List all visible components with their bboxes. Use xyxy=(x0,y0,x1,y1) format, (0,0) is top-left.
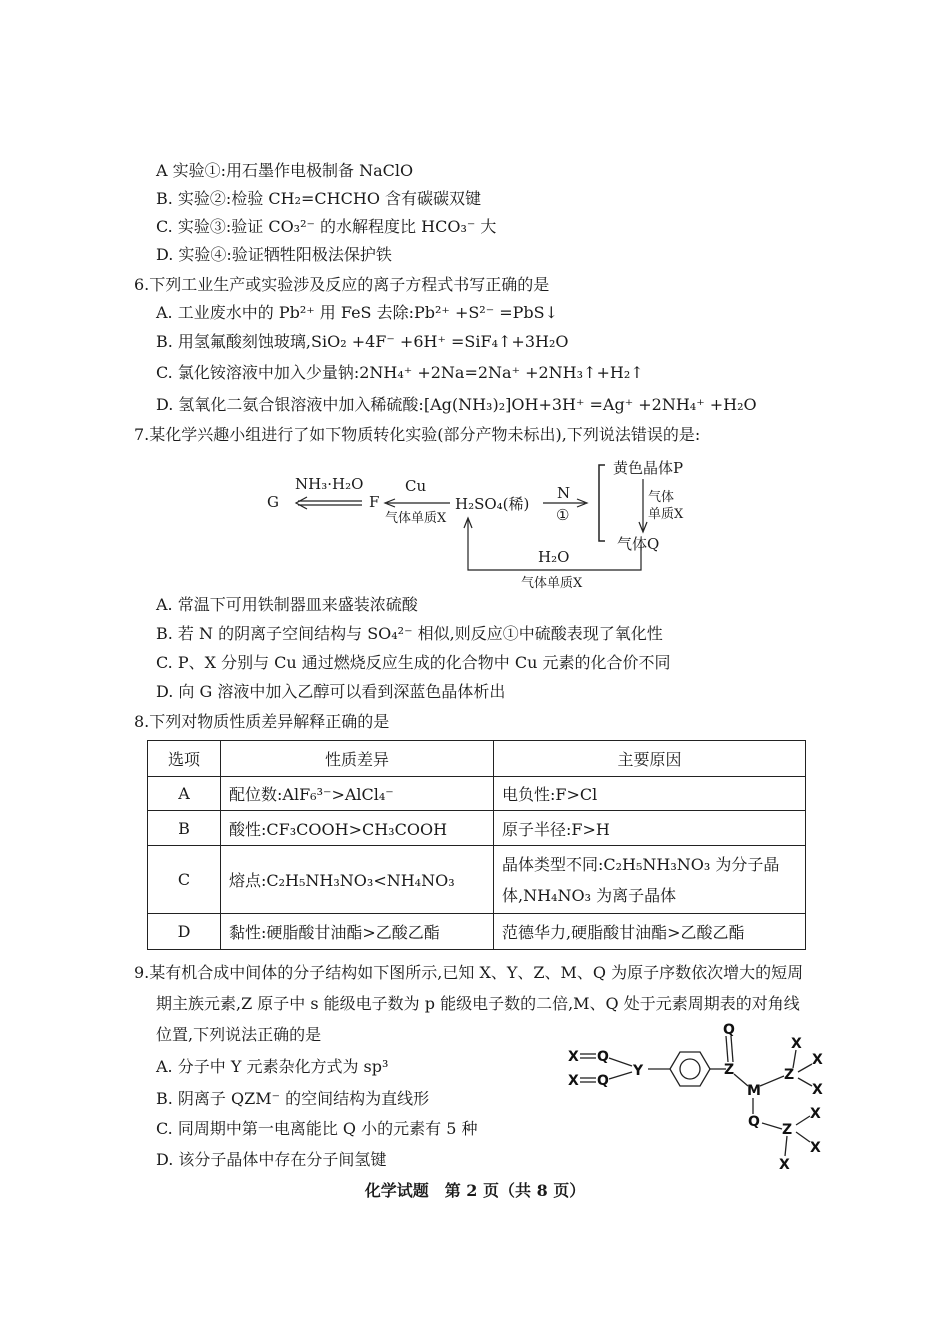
diagram-nh3h2o: NH₃·H₂O xyxy=(295,475,364,493)
atom-x: X xyxy=(568,1049,579,1065)
atom-x: X xyxy=(779,1157,790,1172)
q6-option-a: A. 工业废水中的 Pb²⁺ 用 FeS 去除:Pb²⁺ +S²⁻ =PbS↓ xyxy=(156,303,559,322)
q9-stem-line-2: 期主族元素,Z 原子中 s 能级电子数为 p 能级电子数的二倍,M、Q 处于元素周期表的对角线 xyxy=(156,994,800,1013)
atom-z: Z xyxy=(724,1062,735,1078)
q9-option-a: A. 分子中 Y 元素杂化方式为 sp³ xyxy=(156,1057,389,1076)
q5-option-b: B. 实验②:检验 CH₂=CHCHO 含有碳碳双键 xyxy=(156,189,482,208)
q6-stem: 6.下列工业生产或实验涉及反应的离子方程式书写正确的是 xyxy=(134,275,550,294)
q8-stem: 8.下列对物质性质差异解释正确的是 xyxy=(134,712,390,731)
diagram-unit-x: 单质X xyxy=(648,507,684,522)
atom-y: Y xyxy=(633,1063,644,1079)
table-cell-reason: 范德华力,硬脂酸甘油酯>乙酸乙酯 xyxy=(494,914,806,950)
atom-q: Q xyxy=(597,1049,609,1065)
page-footer: 化学试题 第 2 页（共 8 页） xyxy=(364,1181,586,1200)
q7-option-c: C. P、X 分别与 Cu 通过燃烧反应生成的化合物中 Cu 元素的化合价不同 xyxy=(156,653,671,672)
atom-x: X xyxy=(810,1140,821,1156)
atom-x: X xyxy=(791,1036,802,1052)
q7-option-d: D. 向 G 溶液中加入乙醇可以看到深蓝色晶体析出 xyxy=(156,682,506,701)
q7-transform-diagram xyxy=(255,455,705,590)
q6-option-d: D. 氢氧化二氨合银溶液中加入稀硫酸:[Ag(NH₃)₂]OH+3H⁺ =Ag⁺ +2NH₄⁺ +H₂O xyxy=(156,395,757,414)
table-header-row xyxy=(148,741,806,777)
q6-option-b: B. 用氢氟酸刻蚀玻璃,SiO₂ +4F⁻ +6H⁺ =SiF₄↑+3H₂O xyxy=(156,332,569,351)
diagram-q: 气体Q xyxy=(617,535,660,553)
atom-z: Z xyxy=(782,1122,793,1138)
diagram-circle-1: ① xyxy=(556,506,570,524)
atom-x: X xyxy=(568,1073,579,1089)
q9-stem-line-3: 位置,下列说法正确的是 xyxy=(156,1025,322,1044)
table-row xyxy=(148,811,806,846)
table-cell-diff: 配位数:AlF₆³⁻>AlCl₄⁻ xyxy=(221,777,494,811)
diagram-g: G xyxy=(267,493,279,511)
table-cell-option: C xyxy=(148,846,221,914)
q8-table xyxy=(147,740,806,950)
diagram-n: N xyxy=(557,484,571,502)
atom-q: Q xyxy=(748,1114,760,1130)
table-cell-diff: 黏性:硬脂酸甘油酯>乙酸乙酯 xyxy=(221,914,494,950)
q5-option-c: C. 实验③:验证 CO₃²⁻ 的水解程度比 HCO₃⁻ 大 xyxy=(156,217,497,236)
table-row xyxy=(148,846,806,914)
table-cell-reason: 原子半径:F>H xyxy=(494,811,806,846)
table-cell-option: D xyxy=(148,914,221,950)
q6-option-c: C. 氯化铵溶液中加入少量钠:2NH₄⁺ +2Na=2Na⁺ +2NH₃↑+H₂↑ xyxy=(156,363,644,382)
q7-stem: 7.某化学兴趣小组进行了如下物质转化实验(部分产物未标出),下列说法错误的是: xyxy=(134,425,701,444)
table-row xyxy=(148,914,806,950)
atom-q: Q xyxy=(723,1022,735,1038)
diagram-p: 黄色晶体P xyxy=(613,459,684,477)
diagram-f: F xyxy=(369,493,380,511)
diagram-gas-x: 气体单质X xyxy=(385,511,447,526)
q9-option-d: D. 该分子晶体中存在分子间氢键 xyxy=(156,1150,387,1169)
q7-option-a: A. 常温下可用铁制器皿来盛装浓硫酸 xyxy=(156,595,418,614)
table-cell-reason: 电负性:F>Cl xyxy=(494,777,806,811)
atom-m: M xyxy=(747,1083,761,1099)
table-cell-diff: 酸性:CF₃COOH>CH₃COOH xyxy=(221,811,494,846)
diagram-gas-top: 气体 xyxy=(648,490,675,505)
q5-option-d: D. 实验④:验证牺牲阳极法保护铁 xyxy=(156,245,392,264)
diagram-cu: Cu xyxy=(405,477,427,495)
table-cell-option: B xyxy=(148,811,221,846)
table-cell-option: A xyxy=(148,777,221,811)
q9-option-c: C. 同周期中第一电离能比 Q 小的元素有 5 种 xyxy=(156,1119,478,1138)
q9-option-b: B. 阴离子 QZM⁻ 的空间结构为直线形 xyxy=(156,1089,430,1108)
table-header-reason: 主要原因 xyxy=(494,741,806,777)
atom-z: Z xyxy=(784,1067,795,1083)
q9-stem-line-1: 9.某有机合成中间体的分子结构如下图所示,已知 X、Y、Z、M、Q 为原子序数依次增大的短周 xyxy=(134,963,804,982)
diagram-h2o: H₂O xyxy=(538,548,570,566)
table-cell-diff: 熔点:C₂H₅NH₃NO₃<NH₄NO₃ xyxy=(221,846,494,914)
table-row xyxy=(148,777,806,811)
table-cell-reason: 晶体类型不同:C₂H₅NH₃NO₃ 为分子晶体,NH₄NO₃ 为离子晶体 xyxy=(494,846,806,914)
atom-x: X xyxy=(810,1106,821,1122)
atom-x: X xyxy=(812,1052,823,1068)
diagram-h2so4: H₂SO₄(稀) xyxy=(455,495,530,513)
atom-x: X xyxy=(812,1082,823,1098)
q7-option-b: B. 若 N 的阴离子空间结构与 SO₄²⁻ 相似,则反应①中硫酸表现了氧化性 xyxy=(156,624,663,643)
atom-q: Q xyxy=(597,1073,609,1089)
diagram-gas-x-bottom: 气体单质X xyxy=(521,576,583,591)
q5-option-a: A 实验①:用石墨作电极制备 NaClO xyxy=(156,161,414,180)
table-header-diff: 性质差异 xyxy=(221,741,494,777)
table-header-option: 选项 xyxy=(148,741,221,777)
q9-molecule-structure xyxy=(562,1022,852,1172)
